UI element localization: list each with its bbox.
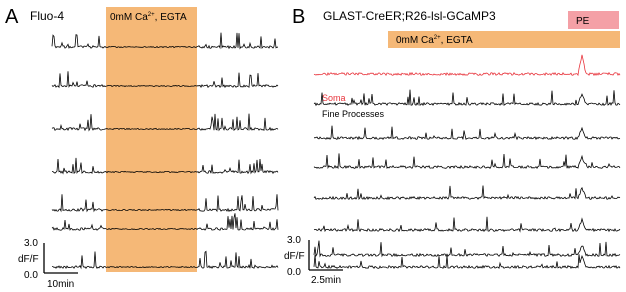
panel-a-indicator: Fluo-4 xyxy=(30,9,65,23)
panel-a-condition-label: 0mM $Ca^{2+}$, EGTA xyxy=(110,12,187,23)
panel-b-condition-label: 0mM $Ca^{2+}$, EGTA xyxy=(396,35,473,46)
panel-a-letter: A xyxy=(5,6,19,28)
panel-b-fine-label: Fine Processes xyxy=(322,109,385,119)
panel-b-soma-label: Soma xyxy=(322,93,346,103)
panel-a-scalebar-top: 3.0 xyxy=(24,238,38,249)
panel-a-scalebar-bottom: 0.0 xyxy=(24,270,38,281)
panel-b-fine-trace xyxy=(314,153,620,168)
panel-b-fine-trace xyxy=(314,186,620,200)
panel-b-fine-trace xyxy=(314,241,620,257)
panel-b-fine-trace xyxy=(314,126,620,140)
panel-b-fine-trace xyxy=(314,217,620,232)
panel-b-soma-trace xyxy=(314,55,620,76)
panel-b-title: GLAST-CreER;R26-lsl-GCaMP3 xyxy=(323,9,496,23)
panel-a-scalebar-time: 10min xyxy=(47,279,75,290)
panel-b-scalebar xyxy=(284,235,343,286)
panel-a-scalebar xyxy=(18,238,78,290)
panel-b-scalebar-top: 3.0 xyxy=(287,235,301,246)
panel-b xyxy=(284,6,620,286)
panel-a-scalebar-unit: dF/F xyxy=(18,254,39,265)
panel-a xyxy=(5,6,278,290)
panel-b-scalebar-bottom: 0.0 xyxy=(287,267,301,278)
panel-b-fine-trace xyxy=(314,90,620,106)
panel-b-letter: B xyxy=(292,6,306,28)
panel-b-traces xyxy=(314,55,620,268)
panel-b-scalebar-unit: dF/F xyxy=(284,251,305,262)
panel-b-scalebar-time: 2.5min xyxy=(311,275,342,286)
panel-b-pe-label: PE xyxy=(576,16,590,27)
